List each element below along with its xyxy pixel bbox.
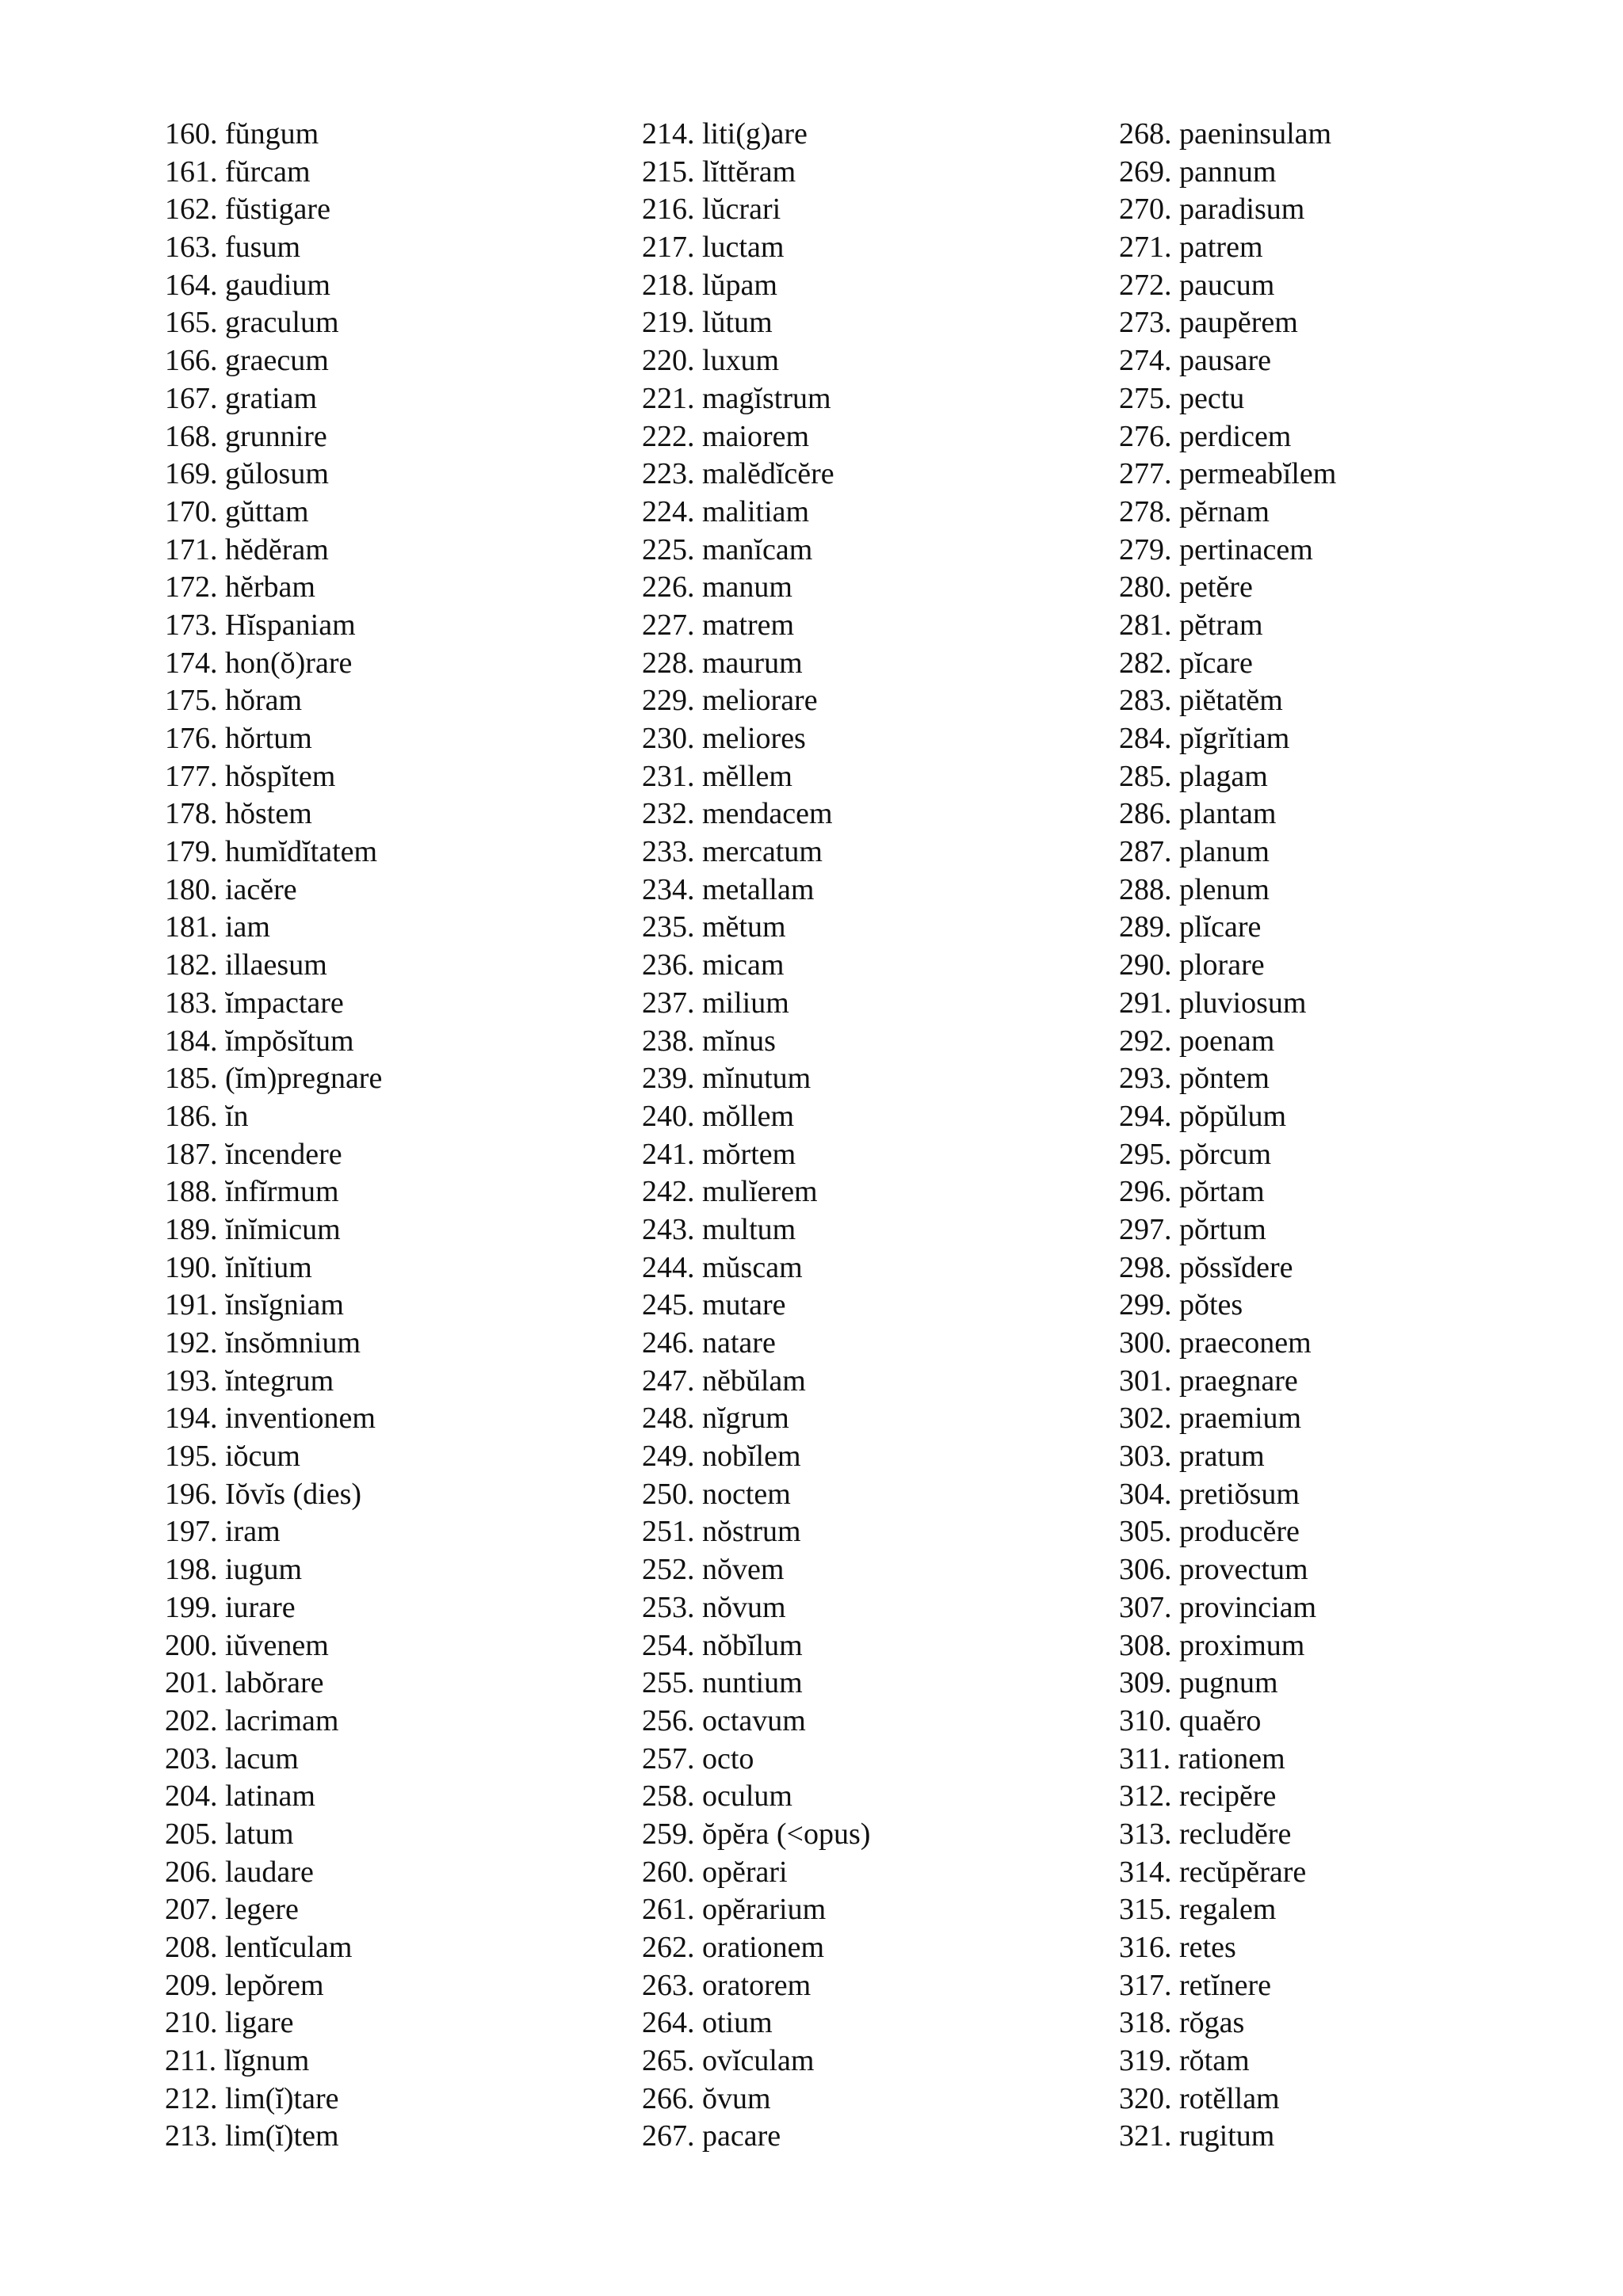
word-entry: 318. rŏgas <box>1119 2006 1245 2040</box>
word-entry: 174. hon(ŏ)rare <box>165 646 353 680</box>
word-entry: 193. ĭntegrum <box>165 1363 334 1398</box>
word-entry: 259. ŏpĕra (<opus) <box>642 1817 871 1851</box>
word-entry: 230. meliores <box>642 722 806 755</box>
word-entry: 319. rŏtam <box>1119 2044 1250 2078</box>
word-entry: 308. proximum <box>1119 1628 1305 1662</box>
word-entry: 305. producĕre <box>1119 1515 1300 1549</box>
word-entry: 172. hĕrbam <box>165 570 315 605</box>
word-entry: 321. rugitum <box>1119 2119 1275 2153</box>
word-entry: 211. lĭgnum <box>165 2044 310 2078</box>
word-entry: 205. latum <box>165 1817 294 1851</box>
word-entry: 261. opĕrarium <box>642 1893 827 1927</box>
word-entry: 202. lacrimam <box>165 1703 339 1737</box>
word-entry: 294. pŏpŭlum <box>1119 1099 1287 1133</box>
word-entry: 268. paeninsulam <box>1119 117 1332 151</box>
word-entry: 167. gratiam <box>165 381 318 415</box>
word-entry: 220. luxum <box>642 344 780 378</box>
word-entry: 313. recludĕre <box>1119 1817 1292 1851</box>
word-entry: 279. pertinacem <box>1119 532 1313 566</box>
word-column-1 <box>165 116 609 2156</box>
word-entry: 286. plantam <box>1119 797 1277 831</box>
word-entry: 284. pĭgrĭtiam <box>1119 722 1290 755</box>
word-entry: 212. lim(ĭ)tare <box>165 2081 339 2115</box>
word-entry: 232. mendacem <box>642 797 833 831</box>
word-entry: 245. mutare <box>642 1288 786 1322</box>
word-entry: 219. lŭtum <box>642 306 773 340</box>
word-entry: 244. mŭscam <box>642 1250 803 1284</box>
word-entry: 190. ĭnĭtium <box>165 1250 312 1284</box>
word-entry: 164. gaudium <box>165 268 330 302</box>
word-entry: 265. ovĭculam <box>642 2044 815 2078</box>
word-entry: 194. inventionem <box>165 1402 376 1436</box>
word-entry: 173. Hĭspaniam <box>165 608 356 642</box>
word-entry: 204. latinam <box>165 1779 315 1814</box>
word-entry: 161. fŭrcam <box>165 154 311 189</box>
word-entry: 178. hŏstem <box>165 797 312 831</box>
word-entry: 278. pĕrnam <box>1119 494 1270 528</box>
word-entry: 168. grunnire <box>165 419 327 453</box>
word-entry: 297. pŏrtum <box>1119 1212 1266 1246</box>
word-entry: 188. ĭnfĭrmum <box>165 1175 339 1209</box>
word-entry: 177. hŏspĭtem <box>165 759 336 793</box>
word-entry: 228. maurum <box>642 646 803 680</box>
word-entry: 227. matrem <box>642 608 795 642</box>
word-entry: 184. ĭmpŏsĭtum <box>165 1024 354 1058</box>
word-entry: 163. fusum <box>165 231 300 265</box>
word-entry: 236. micam <box>642 948 785 982</box>
word-entry: 282. pĭcare <box>1119 646 1253 680</box>
word-entry: 197. iram <box>165 1515 281 1549</box>
word-entry: 290. plorare <box>1119 948 1265 982</box>
word-entry: 307. provinciam <box>1119 1590 1317 1624</box>
word-entry: 162. fŭstigare <box>165 193 330 227</box>
word-entry: 223. malĕdĭcĕre <box>642 457 834 491</box>
word-entry: 270. paradisum <box>1119 193 1305 227</box>
word-entry: 198. iugum <box>165 1553 303 1587</box>
word-entry: 180. iacĕre <box>165 872 297 906</box>
word-entry: 250. noctem <box>642 1477 791 1511</box>
word-entry: 233. mercatum <box>642 835 823 869</box>
word-entry: 258. oculum <box>642 1779 792 1814</box>
word-entry: 274. pausare <box>1119 344 1272 378</box>
word-entry: 189. ĭnĭmicum <box>165 1212 341 1246</box>
word-entry: 252. nŏvem <box>642 1553 785 1587</box>
word-entry: 231. mĕllem <box>642 759 792 793</box>
word-entry: 287. planum <box>1119 835 1270 869</box>
word-entry: 246. natare <box>642 1326 776 1360</box>
word-entry: 207. legere <box>165 1893 299 1927</box>
word-entry: 216. lŭcrari <box>642 193 781 227</box>
word-entry: 206. laudare <box>165 1855 314 1889</box>
word-entry: 235. mĕtum <box>642 910 786 944</box>
word-entry: 213. lim(ĭ)tem <box>165 2119 339 2153</box>
word-entry: 257. octo <box>642 1741 754 1775</box>
word-entry: 291. pluviosum <box>1119 986 1307 1020</box>
word-entry: 295. pŏrcum <box>1119 1137 1272 1171</box>
word-entry: 266. ŏvum <box>642 2081 771 2115</box>
word-entry: 288. plenum <box>1119 872 1270 906</box>
word-entry: 300. praeconem <box>1119 1326 1312 1360</box>
word-entry: 171. hĕdĕram <box>165 532 329 566</box>
word-entry: 201. labŏrare <box>165 1666 324 1700</box>
word-entry: 200. iŭvenem <box>165 1628 329 1662</box>
word-entry: 237. milium <box>642 986 789 1020</box>
word-entry: 181. iam <box>165 910 270 944</box>
word-entry: 203. lacum <box>165 1741 299 1775</box>
word-entry: 218. lŭpam <box>642 268 777 302</box>
word-entry: 248. nĭgrum <box>642 1402 789 1436</box>
word-entry: 217. luctam <box>642 231 785 265</box>
word-entry: 311. rationem <box>1119 1741 1285 1775</box>
word-entry: 276. perdicem <box>1119 419 1292 453</box>
word-entry: 273. paupĕrem <box>1119 306 1298 340</box>
word-entry: 320. rotĕllam <box>1119 2081 1280 2115</box>
word-entry: 191. ĭnsĭgniam <box>165 1288 344 1322</box>
word-entry: 277. permeabĭlem <box>1119 457 1337 491</box>
word-entry: 175. hŏram <box>165 684 303 718</box>
word-column-2 <box>642 116 1086 2156</box>
word-entry: 240. mŏllem <box>642 1099 795 1133</box>
word-entry: 249. nobĭlem <box>642 1440 801 1474</box>
word-entry: 196. Iŏvĭs (dies) <box>165 1477 362 1511</box>
word-entry: 215. lĭttĕram <box>642 154 796 189</box>
word-entry: 301. praegnare <box>1119 1363 1298 1398</box>
word-entry: 253. nŏvum <box>642 1590 786 1624</box>
word-entry: 239. mĭnutum <box>642 1062 812 1096</box>
word-entry: 186. ĭn <box>165 1099 249 1133</box>
word-entry: 299. pŏtes <box>1119 1288 1243 1322</box>
word-entry: 285. plagam <box>1119 759 1268 793</box>
word-entry: 238. mĭnus <box>642 1024 776 1058</box>
word-entry: 262. orationem <box>642 1931 825 1964</box>
word-entry: 306. provectum <box>1119 1553 1308 1587</box>
word-entry: 209. lepŏrem <box>165 1968 324 2002</box>
word-entry: 208. lentĭculam <box>165 1931 353 1964</box>
word-entry: 317. retĭnere <box>1119 1968 1272 2002</box>
word-entry: 302. praemium <box>1119 1402 1302 1436</box>
word-entry: 263. oratorem <box>642 1968 812 2002</box>
word-entry: 292. poenam <box>1119 1024 1275 1058</box>
word-entry: 264. otium <box>642 2006 773 2040</box>
word-entry: 176. hŏrtum <box>165 722 312 755</box>
word-entry: 234. metallam <box>642 872 815 906</box>
word-entry: 275. pectu <box>1119 381 1245 415</box>
word-entry: 226. manum <box>642 570 792 605</box>
word-entry: 296. pŏrtam <box>1119 1175 1265 1209</box>
word-entry: 283. piĕtatĕm <box>1119 684 1283 718</box>
word-entry: 312. recipĕre <box>1119 1779 1277 1814</box>
word-entry: 210. ligare <box>165 2006 294 2040</box>
word-entry: 315. regalem <box>1119 1893 1277 1927</box>
word-entry: 170. gŭttam <box>165 494 309 528</box>
word-entry: 247. nĕbŭlam <box>642 1363 806 1398</box>
word-entry: 309. pugnum <box>1119 1666 1278 1700</box>
word-entry: 179. humĭdĭtatem <box>165 835 378 869</box>
word-entry: 269. pannum <box>1119 154 1277 189</box>
word-entry: 314. recŭpĕrare <box>1119 1855 1307 1889</box>
word-entry: 222. maiorem <box>642 419 810 453</box>
word-entry: 271. patrem <box>1119 231 1263 265</box>
word-entry: 165. graculum <box>165 306 339 340</box>
word-entry: 225. manĭcam <box>642 532 813 566</box>
word-entry: 241. mŏrtem <box>642 1137 796 1171</box>
word-entry: 242. mulĭerem <box>642 1175 818 1209</box>
word-entry: 192. ĭnsŏmnium <box>165 1326 361 1360</box>
word-entry: 195. iŏcum <box>165 1440 300 1474</box>
word-entry: 260. opĕrari <box>642 1855 788 1889</box>
word-entry: 221. magĭstrum <box>642 381 831 415</box>
word-entry: 272. paucum <box>1119 268 1275 302</box>
word-entry: 224. malitiam <box>642 494 810 528</box>
word-entry: 243. multum <box>642 1212 796 1246</box>
word-entry: 254. nŏbĭlum <box>642 1628 803 1662</box>
word-entry: 310. quaĕro <box>1119 1703 1262 1737</box>
word-entry: 289. plĭcare <box>1119 910 1262 944</box>
word-entry: 160. fŭngum <box>165 117 319 151</box>
word-entry: 169. gŭlosum <box>165 457 329 491</box>
word-entry: 166. graecum <box>165 344 329 378</box>
word-entry: 229. meliorare <box>642 684 818 718</box>
word-entry: 185. (ĭm)pregnare <box>165 1062 383 1096</box>
word-entry: 182. illaesum <box>165 948 327 982</box>
word-entry: 316. retes <box>1119 1931 1236 1964</box>
word-entry: 255. nuntium <box>642 1666 803 1700</box>
word-entry: 183. ĭmpactare <box>165 986 344 1020</box>
word-entry: 267. pacare <box>642 2119 781 2153</box>
word-entry: 304. pretiŏsum <box>1119 1477 1300 1511</box>
word-entry: 298. pŏssĭdere <box>1119 1250 1293 1284</box>
word-entry: 251. nŏstrum <box>642 1515 801 1549</box>
word-entry: 293. pŏntem <box>1119 1062 1270 1096</box>
word-entry: 281. pĕtram <box>1119 608 1263 642</box>
word-entry: 303. pratum <box>1119 1440 1265 1474</box>
word-column-3 <box>1119 116 1563 2156</box>
word-entry: 280. petĕre <box>1119 570 1253 605</box>
word-entry: 199. iurare <box>165 1590 296 1624</box>
word-entry: 187. ĭncendere <box>165 1137 342 1171</box>
word-entry: 256. octavum <box>642 1703 806 1737</box>
word-entry: 214. liti(g)are <box>642 117 808 151</box>
